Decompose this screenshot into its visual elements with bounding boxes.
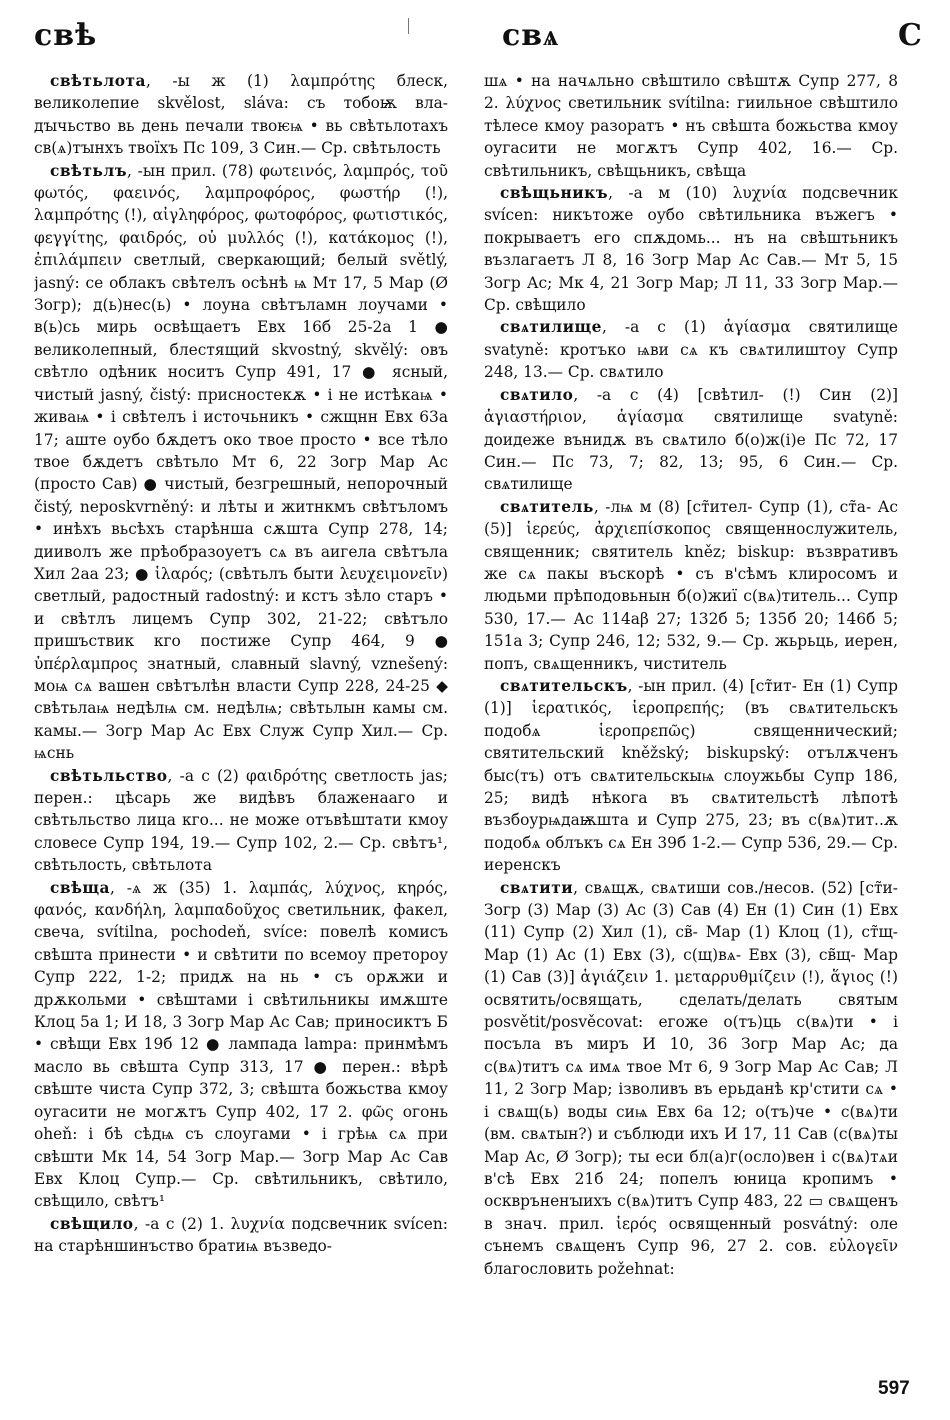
entry-body: , свѧщѫ, свѧтиши сов./несов. (52) [ст̃и- Зогр (3) Мар (3) Ас (3) Сав (4) Ен (1) Син (1) Евх (11) Супр (2) Хил (1), св̃- Мар (1) Клоц (1), ст̃щ- Мар (1) Ас (1) Евх (3), с(щ)вѧ- Евх (3), св̃щ- Мар (1) Сав (3)] ἁγιάζειν 1. μεταρρυθμίζειν (!), ἅγιος (!) освятить/освящать, сделать/делать святым posvětit/posvěcovat: егоже о(тъ)ць с(вѧ)ти • і посъла въ миръ И 10, 36 Зогр Мар Ас; да с(вѧ)титъ сѧ имѧ твое Мт 6, 9 Зогр Мар Ас Сав; Л 11, 2 Зогр Мар; ізволивъ въ ерьданѣ кр'стити сѧ • і свѧщ(ь) воды сиѩ Евх 6а 12; о(тъ)че • с(вѧ)ти (вм. свѧтын?) и съблюди ихъ И 17, 11 Сав (с(вѧ)ты Мар Ас, Ø Зогр); ты еси бл(а)г(осло)вен і с(вѧ)тѧи в'сѣ Евх 21б 24; попелъ юница кропимъ • осквръненꙑихъ с(вѧ)титъ Супр 483, 22 ▭ свѧщенъ в знач. прил. ἱερός освященный posvátný: оле сънемъ свѧщенъ Супр 96, 27 2. сов. εὐλογεῖν благословить požehnat: — [484, 878, 898, 1278]
entry-body: , -а с (1) ἁγίασμα святилище svatyně: кротъко ѩви сѧ къ свѧтилиштоу Супр 248, 13.— Ср. свѧтило — [484, 318, 898, 382]
entry-body: , -ы ж (1) λαμπρότης блеск, великолепие skvělost, sláva: съ тобоѭ вла-дꙑчьство вь день печали твоѥѩ • вь свѣтьлотахъ св(ѧ)тꙑнхъ твоїхъ Пс 109, 3 Син.— Ср. свѣтьлость — [34, 72, 448, 158]
dictionary-entry-continued — [484, 70, 898, 182]
dictionary-entry — [484, 384, 898, 496]
margin-mark — [408, 18, 409, 34]
dictionary-entry — [484, 877, 898, 1280]
entry-body: , -а с (2) φαιδρότης светлость jas; перен.: цѣсарь же видѣвъ блаженааго и свѣтьльство лица кго... не може отъвѣштати кмоу словесе Супр 194, 19.— Супр 102, 2.— Ср. свѣтъ¹, свѣтьлость, свѣтьлота — [34, 766, 448, 875]
dictionary-entry — [484, 316, 898, 383]
entry-body: шѧ • на начѧльно свѣштило свѣштѫ Супр 277, 8 2. λύχνος светильник svítilna: гиильное свѣштило тѣлесе кмоу разоратъ • нъ свѣшта божьства кмоу оугасити не могѫтъ Супр 402, 16.— Ср. свѣтильникъ, свѣщьникъ, свѣща — [484, 72, 898, 180]
running-head-letter: С — [898, 18, 923, 53]
dictionary-entry — [484, 675, 898, 877]
entry-headword: свѧтилище — [500, 318, 602, 337]
entry-body: , -ын прил. (78) φωτεινός, λαμπρός, τοῦ φωτός, φαεινός, λαμπροφόρος, φωστήρ (!), λαμπρότης (!), αἰγληφόρος, φωτοφόρος, φωτιστικός, φεγγίτης, φαιδρός, οὐ μυλλός (!), κατάκομος (!), ἐπιλάμπειν светлый, сверкающий; белый světlý, jasný: се облакъ свѣтелъ осѣнѣ ѩ Мт 17, 5 Мар (Ø Зогр); д(ь)нес(ь) • лоуна свѣтъламн лоучами • в(ь)сь мирь освѣщаетъ Евх 16б 25-2а 1 ● великолепный, блестящий skvostný, skvělý: овъ свѣтло одѣник носитъ Супр 491, 17 ● ясный, чистый jasný, čistý: присностекѫ • і не истѣкаѩ • живаѩ • і свѣтелъ і источьникъ • сжщнн Евх 63а 17; аште оубо бѫдетъ око твое просто • все тѣло твое бѫдетъ свѣтьло Мт 6, 22 Зогр Мар Ас (просто Сав) ● чистый, безгрешный, непорочный čistý, neposkvrněný: и лѣты и житнкмъ свѣтъломъ • инѣхъ вьсѣхъ старѣнша сѫшта Супр 278, 14; дииволъ же прѣобразоуетъ сѧ въ аигела свѣтъла Хил 2аа 23; ● ἱλαρός; (свѣтьлъ быти λευχειμονεῖν) светлый, радостный radostný: и кстъ зѣло старъ • и свѣтлъ лицемъ Супр 302, 21-22; свѣтъло пришъствик кго постиже Супр 464, 9 ● ὑπέρλαμπρος знатный, славный slavný, vznešený: моѩ сѧ вашен свѣтълѣн власти Супр 228, 24-25 ◆ свѣтьлаѩ недѣлѩ см. недѣлѩ; свѣтьлын камы см. камы.— Зогр Мар Ас Евх Служ Супр Хил.— Ср. ѩснь — [34, 161, 448, 763]
page-number: 597 — [878, 1378, 910, 1399]
dictionary-entry — [34, 160, 448, 765]
dictionary-entry — [484, 182, 898, 316]
dictionary-entry — [34, 70, 448, 160]
dictionary-entry — [34, 877, 448, 1213]
dictionary-entry — [34, 1213, 448, 1258]
entry-headword: свѧтити — [500, 878, 574, 897]
entry-headword: свѣща — [50, 878, 111, 897]
entry-headword: свѣщьникъ — [500, 184, 609, 203]
entry-body: , -ын прил. (4) [ст̃ит- Ен (1) Супр (1)] ἱερατικός, ἱεροπρεπής; (въ свѧтительскъ подобѧ ἱεροπρεπῶς) священнический; святительский kněžský; biskupský: отълѫченъ быс(тъ) отъ свѧтительскыѩ слоужьбы Супр 186, 25; видѣ нѣкога въ свѧтительстѣ лѣпотѣ възбоурѩдаѭшта и Супр 275, 23; въ с(вѧ)тит..ѫ подобѧ облъкъ сѧ Ен 39б 1-2.— Супр 536, 29.— Ср. иеренскъ — [484, 676, 898, 875]
left-column — [34, 70, 448, 1380]
entry-headword: свѣтьлота — [50, 72, 146, 90]
dictionary-entry — [34, 765, 448, 877]
entry-body: , -а с (4) [свѣтил- (!) Син (2)] ἁγιαστήριον, ἁγίασμα святилище svatyně: доидеже вънидѫ въ свѧтило б(о)ж(і)е Пс 72, 17 Син.— Пс 73, 7; 82, 13; 95, 6 Син.— Ср. свѧтилище — [484, 385, 898, 494]
entry-body: , -а с (2) 1. λυχνία подсвечник svícen: на старѣншинъство братиѩ възведо- — [34, 1214, 448, 1256]
dictionary-entry — [484, 496, 898, 675]
entry-headword: свѣтьлъ — [50, 161, 128, 180]
right-column — [484, 70, 898, 1380]
entry-headword: свѧтитель — [500, 497, 594, 516]
entry-headword: свѣщило — [50, 1214, 134, 1233]
entry-body: , -ѧ ж (35) 1. λαμπάς, λύχνος, κηρός, φανός, κανδήλη, λαμπαδοῦχος светильник, факел, свеча, svítilna, pochodeň, svíce: повелѣ комисъ свѣшта принести • и свѣтити по всемоу претороу Супр 222, 1-2; придѫ на нь • съ орѫжи и дрѫкольми • свѣштами і свѣтильникы имѫште Клоц 5а 1; И 18, 3 Зогр Мар Ас Сав; приносиктъ Б • свѣщи Евх 19б 12 ● лампада lampa: принмѣмъ масло вь свѣшта Супр 313, 17 ● перен.: вѣрѣ свѣште чиста Супр 372, 3; свѣшта божьства кмоу оугасити не могѫтъ Супр 402, 17 2. φῶς огонь oheň: і бѣ сѣдѩ съ слоугами • і грѣѩ сѧ при свѣшти Мк 14, 54 Зогр Мар.— Зогр Мар Ас Сав Евх Клоц Супр.— Ср. свѣтильникъ, свѣтило, свѣщило, свѣтъ¹ — [34, 878, 448, 1211]
entry-headword: свѧтило — [500, 385, 574, 404]
running-head-left: свѣ — [34, 18, 98, 53]
entry-headword: свѣтьльство — [50, 766, 168, 785]
entry-body: , -лѩ м (8) [ст̃ител- Супр (1), ст̃а- Ас (5)] ἱερεύς, ἀρχιεπίσκοπος священнослужитель, священник; святитель kněz; biskup: възвративъ же сѧ пакы въскорѣ • съ в'сѣмъ клиросомъ и людьми прѣподовьнын б(о)жиї с(вѧ)титель... Супр 530, 17.— Ас 114аβ 27; 132б 5; 135б 20; 146б 5; 151а 3; Супр 246, 12; 532, 9.— Ср. жьрьць, иерен, попъ, свѧщенникъ, чиститель — [484, 497, 898, 673]
entry-body: , -а м (10) λυχνία подсвечник svícen: никътоже оубо свѣтильника въжегъ • покрываетъ его спѫдомь... нъ на свѣштьникъ възлагаетъ Л 8, 16 Зогр Мар Ас Сав.— Мт 5, 15 Зогр Ас; Мк 4, 21 Зогр Мар; Л 11, 33 Зогр Мар.— Ср. свѣщило — [484, 184, 898, 315]
entry-headword: свѧтительскъ — [500, 676, 628, 695]
running-head-center: свѧ — [502, 18, 560, 53]
